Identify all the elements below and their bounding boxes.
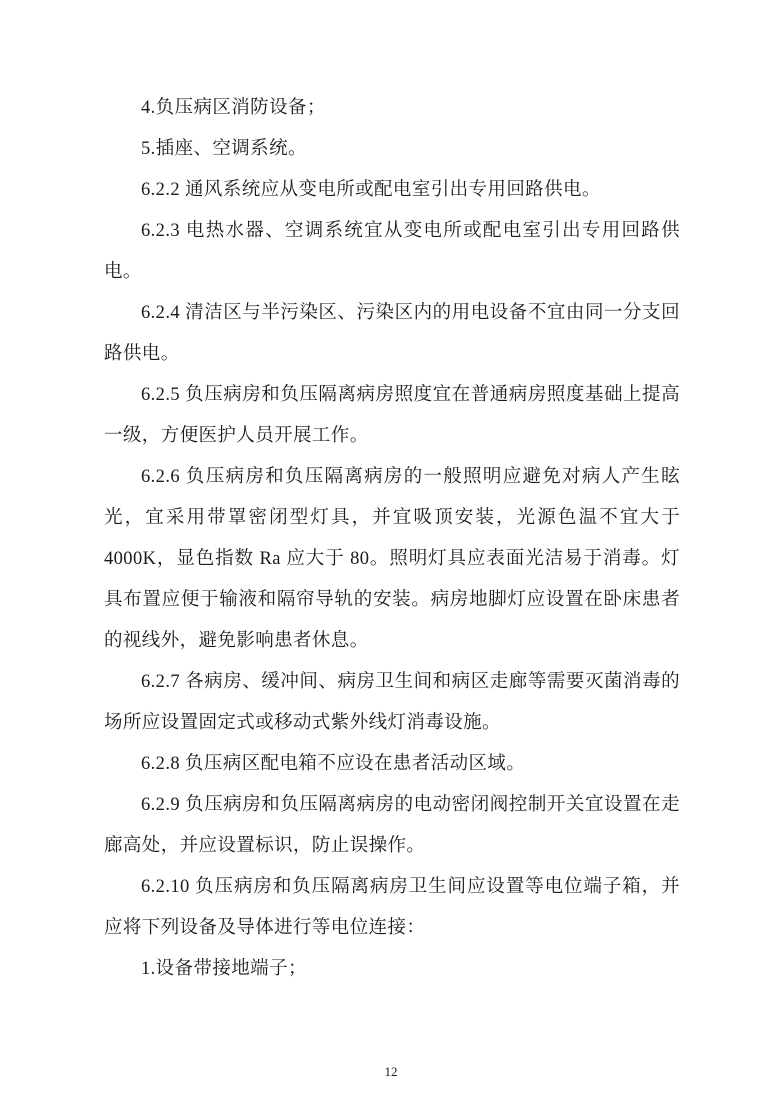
paragraph: 4.负压病区消防设备； xyxy=(141,98,326,118)
document-body xyxy=(104,88,680,990)
paragraph: 6.2.3 电热水器、空调系统宜从变电所或配电室引出专用回路供电。 xyxy=(104,221,680,282)
paragraph: 6.2.9 负压病房和负压隔离病房的电动密闭阀控制开关宜设置在走廊高处，并应设置标识，防止误操作。 xyxy=(104,795,680,856)
paragraph: 6.2.6 负压病房和负压隔离病房的一般照明应避免对病人产生眩光，宜采用带罩密闭型灯具，并宜吸顶安装，光源色温不宜大于 4000K，显色指数 Ra 应大于 80。照明灯具应表面光洁易于消毒。灯具布置应便于输液和隔帘导轨的安装。病房地脚灯应设置在卧床患者的视线外，避免影响患者休息。 xyxy=(104,467,680,651)
paragraph: 6.2.7 各病房、缓冲间、病房卫生间和病区走廊等需要灭菌消毒的场所应设置固定式或移动式紫外线灯消毒设施。 xyxy=(104,672,680,733)
paragraph: 6.2.10 负压病房和负压隔离病房卫生间应设置等电位端子箱，并应将下列设备及导体进行等电位连接： xyxy=(104,877,680,938)
paragraph: 5.插座、空调系统。 xyxy=(141,139,307,159)
paragraph: 6.2.8 负压病区配电箱不应设在患者活动区域。 xyxy=(141,754,526,774)
page-number: 12 xyxy=(384,1064,398,1079)
paragraph: 6.2.5 负压病房和负压隔离病房照度宜在普通病房照度基础上提高一级，方便医护人员开展工作。 xyxy=(104,385,680,446)
paragraph: 6.2.4 清洁区与半污染区、污染区内的用电设备不宜由同一分支回路供电。 xyxy=(104,303,680,364)
paragraph: 1.设备带接地端子； xyxy=(141,959,307,979)
paragraph: 6.2.2 通风系统应从变电所或配电室引出专用回路供电。 xyxy=(141,180,601,200)
